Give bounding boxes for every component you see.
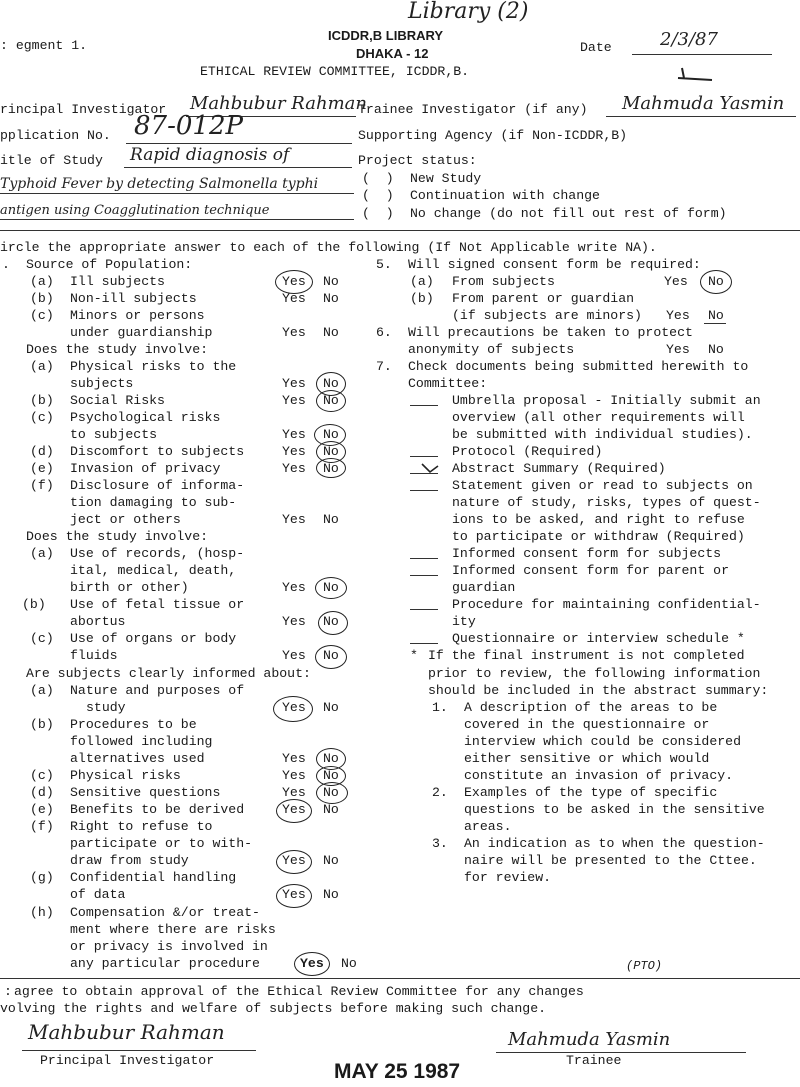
- q4g-yes: Yes: [282, 887, 306, 902]
- circle-q5a: [700, 270, 732, 294]
- circle-q3c: [315, 645, 347, 669]
- status-label: Project status:: [358, 153, 477, 168]
- q6-label-2: anonymity of subjects: [408, 342, 575, 357]
- note3-line-2: naire will be presented to the Cttee.: [464, 853, 757, 868]
- q2a-yes: Yes: [282, 376, 306, 391]
- q4a-label-2: study: [86, 700, 126, 715]
- q4h-no: No: [341, 956, 357, 971]
- q3c-label-1: Use of organs or body: [70, 631, 237, 646]
- q4d-label: Sensitive questions: [70, 785, 221, 800]
- circle-q2b: [316, 390, 346, 412]
- note-line-1: If the final instrument is not completed: [428, 648, 745, 663]
- q3c-yes: Yes: [282, 648, 306, 663]
- q1b-yes: Yes: [282, 291, 306, 306]
- status-new-box: ( ): [362, 171, 394, 186]
- q3c-label-2: fluids: [70, 648, 118, 663]
- q4c-no: No: [323, 768, 339, 783]
- title-underline-2: [0, 193, 354, 194]
- note1-line-5: constitute an invasion of privacy.: [464, 768, 734, 783]
- q5b-no-underline: [704, 323, 726, 324]
- q1c-yes: Yes: [282, 325, 306, 340]
- doc5-checkbox[interactable]: [410, 558, 438, 559]
- q2d-yes: Yes: [282, 444, 306, 459]
- doc4-label-1: Statement given or read to subjects on: [452, 478, 753, 493]
- q4d-yes: Yes: [282, 785, 306, 800]
- title-underline-3: [0, 219, 354, 220]
- title-label: itle of Study: [0, 153, 103, 168]
- q2b-no: No: [323, 393, 339, 408]
- note-line-2: prior to review, the following information: [428, 666, 761, 681]
- title-line-2: Typhoid Fever by detecting Salmonella typhi: [0, 176, 319, 192]
- note-line-3: should be included in the abstract summary:: [428, 683, 769, 698]
- q1b-no: No: [323, 291, 339, 306]
- q4e-yes: Yes: [282, 802, 306, 817]
- doc6-label-2: guardian: [452, 580, 516, 595]
- q4h-label-3: or privacy is involved in: [70, 939, 268, 954]
- q5b-yes: Yes: [666, 308, 690, 323]
- q2d-no: No: [323, 444, 339, 459]
- handwritten-library-note: Library (2): [408, 0, 529, 24]
- q4f-label-1: Right to refuse to: [70, 819, 213, 834]
- q3b-no: No: [323, 614, 339, 629]
- status-continuation-box: ( ): [362, 188, 394, 203]
- note1-line-2: covered in the questionnaire or: [464, 717, 710, 732]
- note2-line-3: areas.: [464, 819, 512, 834]
- date-label: Date: [580, 40, 612, 55]
- application-label: pplication No.: [0, 128, 111, 143]
- status-nochange-box: ( ): [362, 206, 394, 221]
- q3a-label-1: Use of records, (hosp-: [70, 546, 245, 561]
- instruction-text: ircle the appropriate answer to each of the following (If Not Applicable write NA).: [0, 240, 657, 255]
- status-new: New Study: [410, 171, 482, 186]
- q6-no: No: [708, 342, 724, 357]
- q2b-label: Social Risks: [70, 393, 165, 408]
- circle-q4f: [276, 850, 312, 874]
- review-form-page: Library (2) : egment 1. ICDDR,B LIBRARY DHAKA - 12 ETHICAL REVIEW COMMITTEE, ICDDR,B. Date 2/3/87 rincipal Investigator Mahbubur Rahman Trainee Investigator (if any) Mahmuda Yasmin pplication No. 87-012P Supporting Agency (if Non-ICDDR,B) itle of Study Rapid diagnosis of Typhoid Fever by detecting Salmonella typhi antigen using Coagglutination technique Project status: ( ) New Study ( ) Continuation with change ( ) No change (do not fill out rest of form) ircle the appropriate answer to each of the following (If Not Applicable write NA). . Source of Population: (a) Ill subjects Yes No (b) Non-ill subjects Yes No (c) Minors or persons under guardianship Yes No Does the study involve: (a) Physical risks to the subjects Yes No (b) Social Risks Yes No (c) Psychological risks to subjects Yes No (d) Discomfort to subjects Yes No (e) Invasion of privacy Yes No (f) Disclosure of informa- tion damaging to sub- ject or others Yes No Does the study involve: (a) Use of records, (hosp- ital, medical, death, birth or other) Yes No (b) Use of fetal tissue or abortus Yes No (c) Use of organs or body fluids Yes No Are subjects clearly informed about: (a) Nature and purposes of study Yes No (b) Procedures to be followed including alternatives used Yes No (c) Physical risks Yes No (d) Sensitive questions Yes No (e) Benefits to be derived Yes No (f) Right to refuse to participate or to with- draw from study Yes No (g) Confidential handling of data Yes No (h) Compensation &/or treat- ment where there are risks or privacy is involved in any particular procedure Yes No 5. Will signed consent form be required: (a) From subjects Yes No (b) From parent or guardian (if subjects are minors) Yes No 6. Will precautions be taken to protect anonymity of subjects Yes No 7. Check documents being submitted herewith to Committee: Umbrella proposal - Initially submit an overview (all other requirements will be submitted with individual studies). Protocol (Required) Abstract Summary (Required) Statement given or read to subjects on nature of study, risks, types of quest- ions to be asked, and right to refuse to participate or withdraw (Required) Informed consent form for subjects Informed consent form for parent or guardian Procedure for maintaining confidential- ity Questionnaire or interview schedule * * If the final instrument is not completed prior to review, the following information should be included in the abstract summary: 1. A description of the areas to be covered in the questionnaire or interview which could be considered either sensitive or which would constitute an invasion of privacy. 2. Examples of the type of specific questions to be asked in the sensitive areas. 3. An indication as to when the question- naire will be presented to the Cttee. for review. (PTO) : agree to obtain approval of the Ethical Review Committee for any changes volving the rights and welfare of subjects before making such change. Mahbubur Rahman Principal Investigator Mahmuda Yasmin Trainee MAY 25 1987: [0, 0, 800, 1087]
- q4b-label-2: followed including: [70, 734, 213, 749]
- q6-yes: Yes: [666, 342, 690, 357]
- q4-heading: Are subjects clearly informed about:: [26, 666, 311, 681]
- note2-line-2: questions to be asked in the sensitive: [464, 802, 765, 817]
- q5b-label-2: (if subjects are minors): [452, 308, 642, 323]
- pi-label: rincipal Investigator: [0, 102, 167, 117]
- circle-q4h: [294, 952, 330, 976]
- section-divider: [0, 230, 800, 231]
- note1-line-1: A description of the areas to be: [464, 700, 718, 715]
- note1-line-3: interview which could be considered: [464, 734, 741, 749]
- doc4-checkbox[interactable]: [410, 490, 438, 491]
- q2a-label-2: subjects: [70, 376, 134, 391]
- q4g-label-2: of data: [70, 887, 126, 902]
- circle-q3b: [318, 611, 348, 635]
- q4h-yes: Yes: [300, 956, 324, 971]
- q4f-label-2: participate or to with-: [70, 836, 253, 851]
- date-stamp: MAY 25 1987: [334, 1060, 461, 1083]
- doc4-label-3: ions to be asked, and right to refuse: [452, 512, 745, 527]
- agree-line-2: volving the rights and welfare of subjects before making such change.: [0, 1001, 547, 1016]
- doc2-checkbox[interactable]: [410, 456, 438, 457]
- q7-label-2: Committee:: [408, 376, 488, 391]
- note3-line-1: An indication as to when the question-: [464, 836, 765, 851]
- doc2-label: Protocol (Required): [452, 444, 603, 459]
- circle-q3a: [315, 577, 347, 599]
- q1c-label-1: Minors or persons: [70, 308, 205, 323]
- q3a-yes: Yes: [282, 580, 306, 595]
- doc8-label: Questionnaire or interview schedule *: [452, 631, 745, 646]
- doc4-label-2: nature of study, risks, types of quest-: [452, 495, 761, 510]
- agency-label: Supporting Agency (if Non-ICDDR,B): [358, 128, 628, 143]
- q3b-label-2: abortus: [70, 614, 126, 629]
- q1c-label-2: under guardianship: [70, 325, 213, 340]
- library-heading: ICDDR,B LIBRARY: [328, 28, 444, 43]
- dash-mark: [676, 66, 716, 86]
- q2a-no: No: [323, 376, 339, 391]
- q1a-label: Ill subjects: [70, 274, 165, 289]
- q4e-label: Benefits to be derived: [70, 802, 245, 817]
- q3c-no: No: [323, 648, 339, 663]
- doc7-checkbox[interactable]: [410, 609, 438, 610]
- trainee-label: Trainee Investigator (if any): [358, 102, 588, 117]
- q4c-label: Physical risks: [70, 768, 181, 783]
- q4h-label-2: ment where there are risks: [70, 922, 276, 937]
- q2f-label-1: Disclosure of informa-: [70, 478, 245, 493]
- q2e-no: No: [323, 461, 339, 476]
- committee-heading: ETHICAL REVIEW COMMITTEE, ICDDR,B.: [200, 64, 470, 79]
- trainee-caption: Trainee: [566, 1053, 622, 1068]
- title-line-1: Rapid diagnosis of: [130, 145, 290, 165]
- doc7-label-1: Procedure for maintaining confidential-: [452, 597, 761, 612]
- q2f-no: No: [323, 512, 339, 527]
- date-value: 2/3/87: [660, 29, 718, 50]
- q5a-label: From subjects: [452, 274, 555, 289]
- doc5-label: Informed consent form for subjects: [452, 546, 722, 561]
- q4a-no: No: [323, 700, 339, 715]
- doc1-checkbox[interactable]: [410, 405, 438, 406]
- q3b-yes: Yes: [282, 614, 306, 629]
- q4e-no: No: [323, 802, 339, 817]
- q4h-label-1: Compensation &/or treat-: [70, 905, 260, 920]
- note3-line-3: for review.: [464, 870, 552, 885]
- circle-q1a: [275, 270, 313, 294]
- status-nochange: No change (do not fill out rest of form): [410, 206, 727, 221]
- q2d-label: Discomfort to subjects: [70, 444, 245, 459]
- doc8-checkbox[interactable]: [410, 643, 438, 644]
- circle-q2e: [316, 458, 346, 478]
- note2-line-1: Examples of the type of specific: [464, 785, 718, 800]
- doc6-checkbox[interactable]: [410, 575, 438, 576]
- doc7-label-2: ity: [452, 614, 476, 629]
- q2a-label-1: Physical risks to the: [70, 359, 237, 374]
- application-underline: [126, 143, 352, 144]
- title-line-3: antigen using Coagglutination technique: [0, 203, 270, 218]
- q5b-label-1: From parent or guardian: [452, 291, 635, 306]
- q4g-no: No: [323, 887, 339, 902]
- footer-divider: [0, 978, 800, 979]
- q4f-label-3: draw from study: [70, 853, 189, 868]
- trainee-underline: [606, 116, 796, 117]
- q4b-label-3: alternatives used: [70, 751, 205, 766]
- circle-q4g: [276, 884, 312, 908]
- q4a-label-1: Nature and purposes of: [70, 683, 245, 698]
- q4f-yes: Yes: [282, 853, 306, 868]
- q2c-yes: Yes: [282, 427, 306, 442]
- q4b-yes: Yes: [282, 751, 306, 766]
- q4c-yes: Yes: [282, 768, 306, 783]
- q2f-label-2: tion damaging to sub-: [70, 495, 237, 510]
- q3a-label-2: ital, medical, death,: [70, 563, 237, 578]
- pi-signature: Mahbubur Rahman: [28, 1020, 225, 1044]
- q1a-yes: Yes: [282, 274, 306, 289]
- q2b-yes: Yes: [282, 393, 306, 408]
- status-continuation: Continuation with change: [410, 188, 600, 203]
- trainee-value: Mahmuda Yasmin: [622, 93, 785, 114]
- q5a-no: No: [708, 274, 724, 289]
- q4g-label-1: Confidential handling: [70, 870, 237, 885]
- pi-signature-line: [22, 1050, 256, 1051]
- q3a-no: No: [323, 580, 339, 595]
- date-underline: [632, 54, 772, 55]
- circle-q4a: [273, 696, 313, 722]
- application-value: 87-012P: [134, 111, 243, 141]
- q1a-no: No: [323, 274, 339, 289]
- q4d-no: No: [323, 785, 339, 800]
- q2c-label-2: to subjects: [70, 427, 158, 442]
- q2e-label: Invasion of privacy: [70, 461, 221, 476]
- pi-value: Mahbubur Rahman: [190, 93, 367, 114]
- q1b-label: Non-ill subjects: [70, 291, 197, 306]
- circle-q4e: [276, 799, 312, 823]
- circle-q4d: [316, 782, 348, 804]
- q7-label-1: Check documents being submitted herewith to: [408, 359, 749, 374]
- note1-line-4: either sensitive or which would: [464, 751, 710, 766]
- q5a-yes: Yes: [664, 274, 688, 289]
- segment-label: : egment 1.: [0, 38, 88, 53]
- city-heading: DHAKA - 12: [356, 46, 429, 61]
- q5b-no: No: [708, 308, 724, 323]
- pi-caption: Principal Investigator: [40, 1053, 215, 1068]
- doc1-label-1: Umbrella proposal - Initially submit an: [452, 393, 761, 408]
- pto-label: (PTO): [626, 959, 663, 973]
- q4b-no: No: [323, 751, 339, 766]
- q4a-yes: Yes: [282, 700, 306, 715]
- q1-heading: Source of Population:: [26, 257, 193, 272]
- trainee-signature: Mahmuda Yasmin: [508, 1029, 671, 1050]
- q2c-label-1: Psychological risks: [70, 410, 221, 425]
- doc4-label-4: to participate or withdraw (Required): [452, 529, 745, 544]
- doc3-label: Abstract Summary (Required): [452, 461, 666, 476]
- q5-heading: Will signed consent form be required:: [408, 257, 701, 272]
- title-underline-1: [124, 167, 352, 168]
- q4f-no: No: [323, 853, 339, 868]
- q4b-label-1: Procedures to be: [70, 717, 197, 732]
- q6-label-1: Will precautions be taken to protect: [408, 325, 693, 340]
- doc1-label-2: overview (all other requirements will: [452, 410, 745, 425]
- agree-line-1: agree to obtain approval of the Ethical Review Committee for any changes: [14, 984, 584, 999]
- q2-heading: Does the study involve:: [26, 342, 209, 357]
- q4h-label-4: any particular procedure: [70, 956, 260, 971]
- q1c-no: No: [323, 325, 339, 340]
- q3a-label-3: birth or other): [70, 580, 189, 595]
- q3b-label-1: Use of fetal tissue or: [70, 597, 245, 612]
- q2c-no: No: [323, 427, 339, 442]
- q2f-yes: Yes: [282, 512, 306, 527]
- q2e-yes: Yes: [282, 461, 306, 476]
- doc3-check-mark: [420, 462, 440, 476]
- doc1-label-3: be submitted with individual studies).: [452, 427, 753, 442]
- q2f-label-3: ject or others: [70, 512, 181, 527]
- doc6-label-1: Informed consent form for parent or: [452, 563, 729, 578]
- q3-heading: Does the study involve:: [26, 529, 209, 544]
